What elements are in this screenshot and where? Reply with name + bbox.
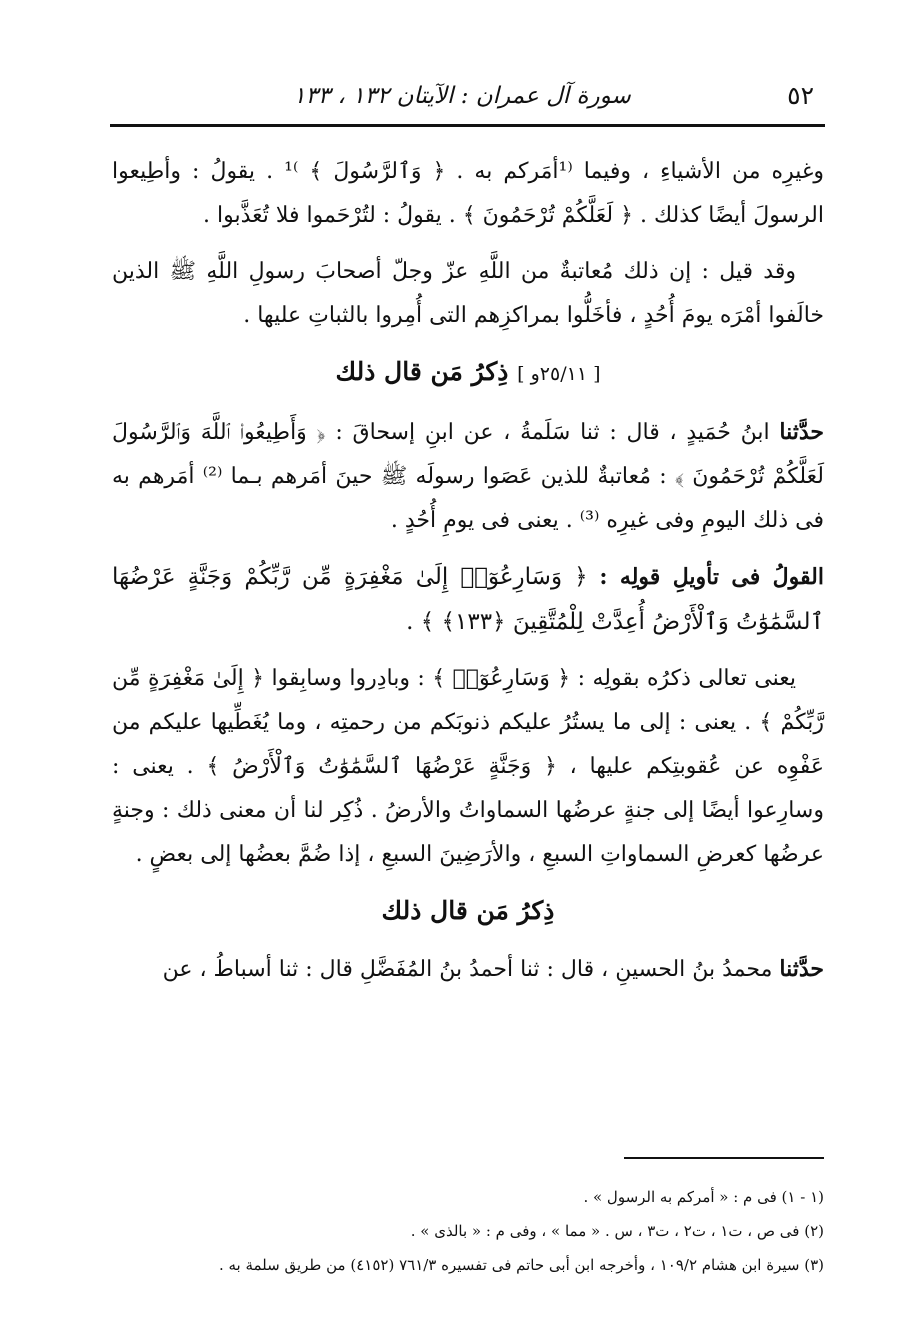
page-header [110,78,814,118]
page-number: ٥٢ [787,81,814,110]
paragraph-6-lead: حدَّثنا [779,956,824,982]
footnote-3: (٣) سيرة ابن هشام ١٠٩/٢ ، وأخرجه ابن أبى حاتم فى تفسيره ٧٦١/٣ (٤١٥٢) من طريق سلمة به . [218,1256,824,1274]
paragraph-4-verse: ﴿ وَسَارِعُوٓا۟ إِلَىٰ مَغْفِرَةٍ مِّن رَّبِّكُمْ وَجَنَّةٍ عَرْضُهَا ٱلسَّمَٰوَٰتُ وَٱلْأَرْضُ أُعِدَّتْ لِلْمُتَّقِينَ ﴿١٣٣﴾ ﴾ . [112,564,824,635]
paragraph-6-text: محمدُ بنُ الحسينِ ، قال : ثنا أحمدُ بنُ المُفَضَّلِ قال : ثنا أسباطُ ، عن [162,957,773,982]
paragraph-1: وغيرِه من الأشياءِ ، وفيما ⁽¹أمَركم به . ﴿ وَٱلرَّسُولَ ﴾ ⁾¹ . يقولُ : وأطِيعوا الرسولَ أيضًا كذلك . ﴿ لَعَلَّكُمْ تُرْحَمُونَ ﴾ . يقولُ : لتُرْحَموا فلا تُعَذَّبوا . [112,159,824,228]
paragraph-4-lead: القولُ فى تأويلِ قولِه : [599,564,824,590]
section-heading-1-text: ذِكرُ مَن قال ذلك [335,357,509,386]
footnotes [112,1180,824,1282]
paragraph-5: يعنى تعالى ذكرُه بقولِه : ﴿ وَسَارِعُوٓا۟ ﴾ : وبادِروا وسابِقوا ﴿ إِلَىٰ مَغْفِرَةٍ مِّن رَّبِّكُمْ ﴾ . يعنى : إلى ما يستُرُ عليكم ذنوبَكم من رحمتِه ، وما يُغَطِّيها عليكم من عَفْوِه عن عُقوبتِكم عليها ، ﴿ وَجَنَّةٍ عَرْضُهَا ٱلسَّمَٰوَٰتُ وَٱلْأَرْضُ ﴾ . يعنى : وسارِعوا أيضًا إلى جنةٍ عرضُها السماواتُ والأرضُ . ذُكِر لنا أن معنى ذلك : وجنةٍ عرضُها كعرضِ السماواتِ السبعِ ، والأرَضِينَ السبعِ ، إذا ضُمَّ بعضُها إلى بعضٍ . [112,666,824,867]
header-rule [110,124,825,127]
paragraph-4 [112,555,824,645]
main-text [112,150,824,1004]
footnote-1: (١ - ١) فى م : « أمركم به الرسول » . [583,1188,824,1206]
running-title: سورة آل عمران : الآيتان ١٣٢ ، ١٣٣ [293,83,631,109]
paragraph-6 [112,947,824,992]
manuscript-ref: [ ٢٥/١١و ] [517,363,601,385]
paragraph-2: وقد قيل : إن ذلك مُعاتبةٌ من اللَّهِ عزّ وجلّ أصحابَ رسولِ اللَّهِ ﷺ الذين خالَفوا أمْرَه يومَ أُحُدٍ ، فأخَلُّوا بمراكزِهم التى أُمِروا بالثباتِ عليها . [112,259,824,328]
section-heading-2: ذِكرُ مَن قال ذلك [381,896,555,925]
footnote-2: (٢) فى ص ، ت١ ، ت٢ ، ت٣ ، س . « مما » ، وفى م : « بالذى » . [410,1222,824,1240]
footnote-rule [624,1157,824,1159]
paragraph-3 [112,410,824,543]
paragraph-3-lead: حدَّثنا [779,419,825,445]
paragraph-3-text: ابنُ حُمَيدٍ ، قال : ثنا سَلَمةُ ، عن ابنِ إسحاقَ : ﴿ وَأَطِيعُوا۟ ٱللَّهَ وَٱلرَّسُولَ لَعَلَّكُمْ تُرْحَمُونَ ﴾ : مُعاتبةٌ للذين عَصَوا رسولَه ﷺ حينَ أمَرهم بـما ⁽²⁾ أمَرهم به فى ذلك اليومِ وفى غيرِه ⁽³⁾ . يعنى فى يومِ أُحُدٍ . [112,420,825,533]
section-heading-1 [112,350,824,396]
